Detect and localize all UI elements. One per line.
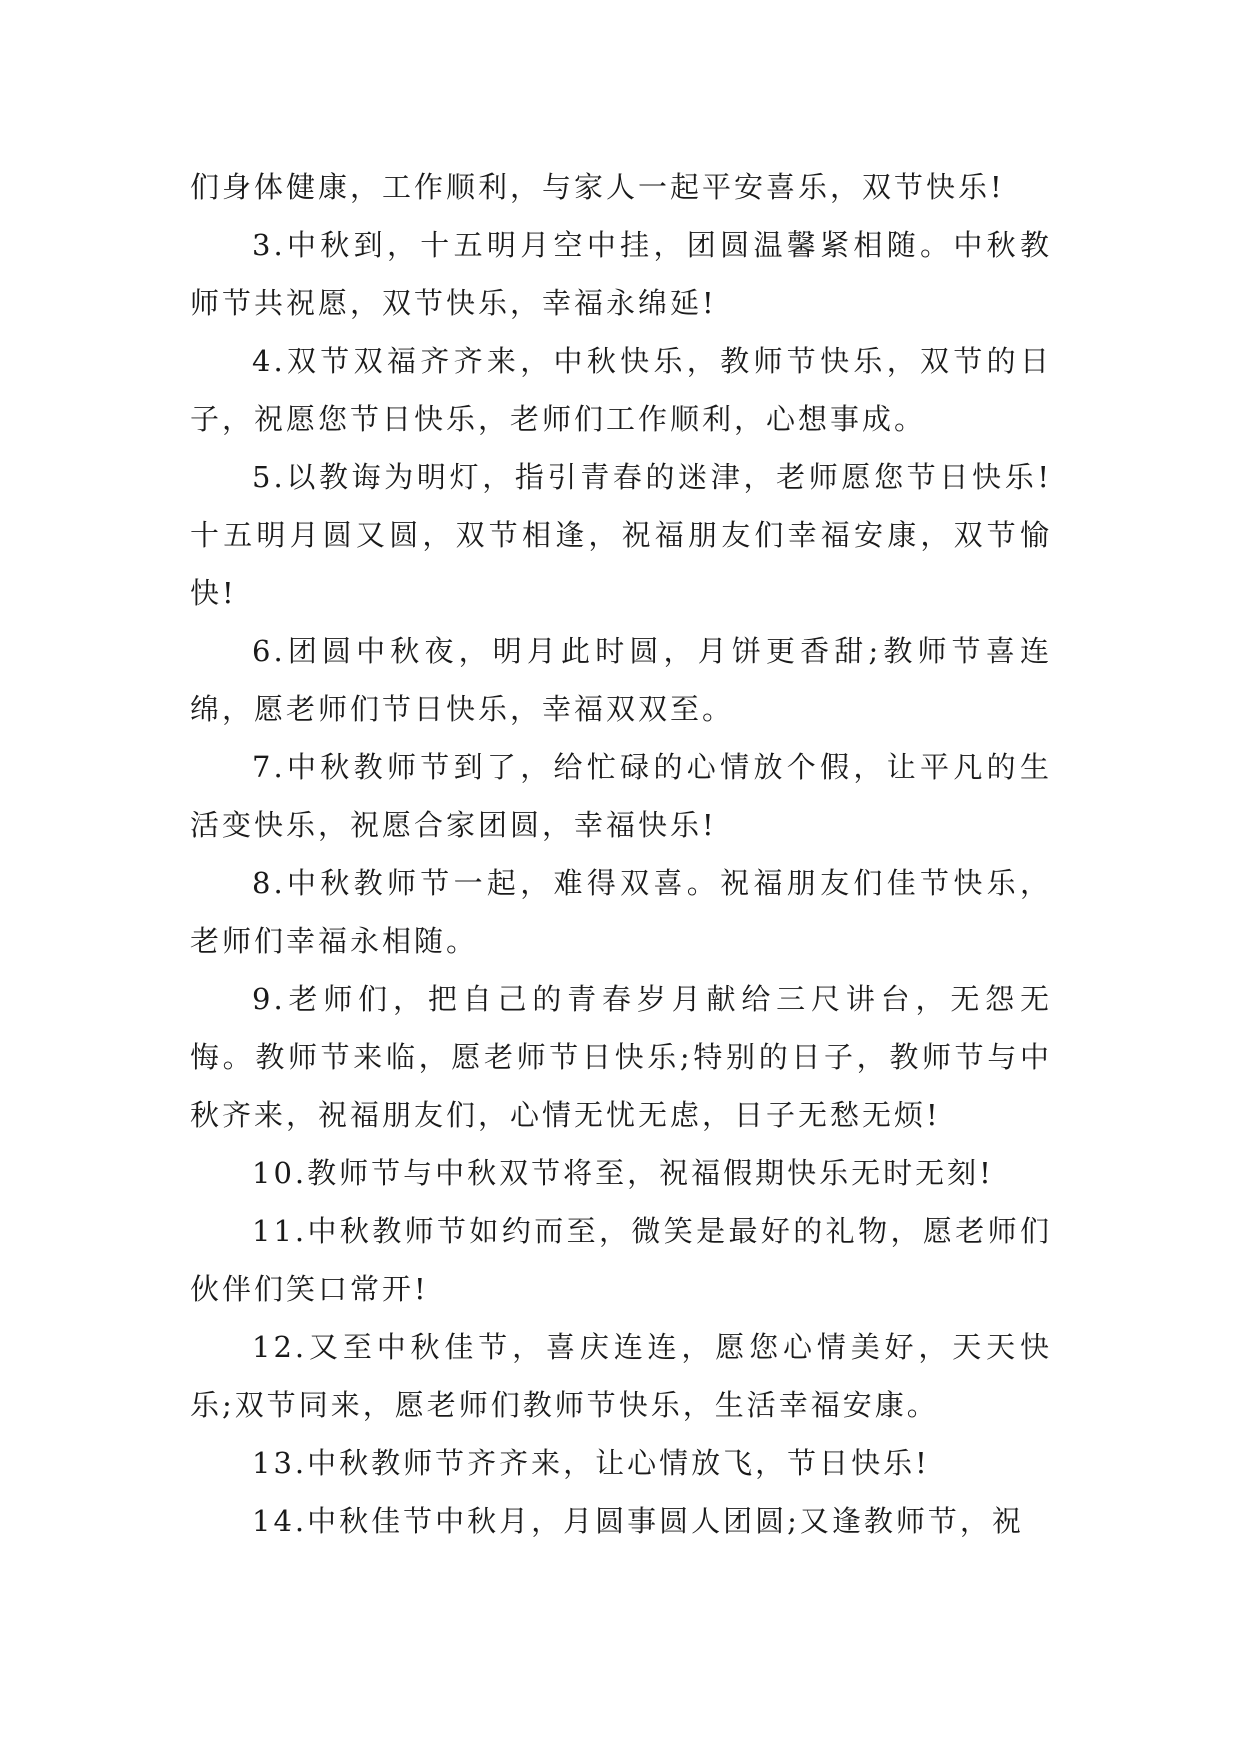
paragraph-continuation: 们身体健康，工作顺利，与家人一起平安喜乐，双节快乐! (190, 170, 1005, 204)
paragraph-item-9: 9.老师们，把自己的青春岁月献给三尺讲台，无怨无悔。教师节来临，愿老师节日快乐;特别的日子，教师节与中秋齐来，祝福朋友们，心情无忧无虑，日子无愁无烦! (190, 982, 1052, 1132)
paragraph-item-14: 14.中秋佳节中秋月，月圆事圆人团圆;又逢教师节，祝 (252, 1504, 1024, 1538)
paragraph-item-7: 7.中秋教师节到了，给忙碌的心情放个假，让平凡的生活变快乐，祝愿合家团圆，幸福快乐! (190, 750, 1052, 842)
paragraph-item-8: 8.中秋教师节一起，难得双喜。祝福朋友们佳节快乐，老师们幸福永相随。 (190, 866, 1052, 958)
paragraph-item-11: 11.中秋教师节如约而至，微笑是最好的礼物，愿老师们伙伴们笑口常开! (190, 1214, 1052, 1306)
paragraph-item-4: 4.双节双福齐齐来，中秋快乐，教师节快乐，双节的日子，祝愿您节日快乐，老师们工作顺利，心想事成。 (190, 344, 1052, 436)
paragraph-item-10: 10.教师节与中秋双节将至，祝福假期快乐无时无刻! (252, 1156, 994, 1190)
document-body (190, 158, 1052, 1550)
paragraph-item-5: 5.以教诲为明灯，指引青春的迷津，老师愿您节日快乐!十五明月圆又圆，双节相逢，祝福朋友们幸福安康，双节愉快! (190, 460, 1052, 610)
paragraph-item-12: 12.又至中秋佳节，喜庆连连，愿您心情美好，天天快乐;双节同来，愿老师们教师节快乐，生活幸福安康。 (190, 1330, 1052, 1422)
paragraph-item-3: 3.中秋到，十五明月空中挂，团圆温馨紧相随。中秋教师节共祝愿，双节快乐，幸福永绵延! (190, 228, 1052, 320)
paragraph-item-6: 6.团圆中秋夜，明月此时圆，月饼更香甜;教师节喜连绵，愿老师们节日快乐，幸福双双至。 (190, 634, 1052, 726)
paragraph-item-13: 13.中秋教师节齐齐来，让心情放飞，节日快乐! (252, 1446, 930, 1480)
